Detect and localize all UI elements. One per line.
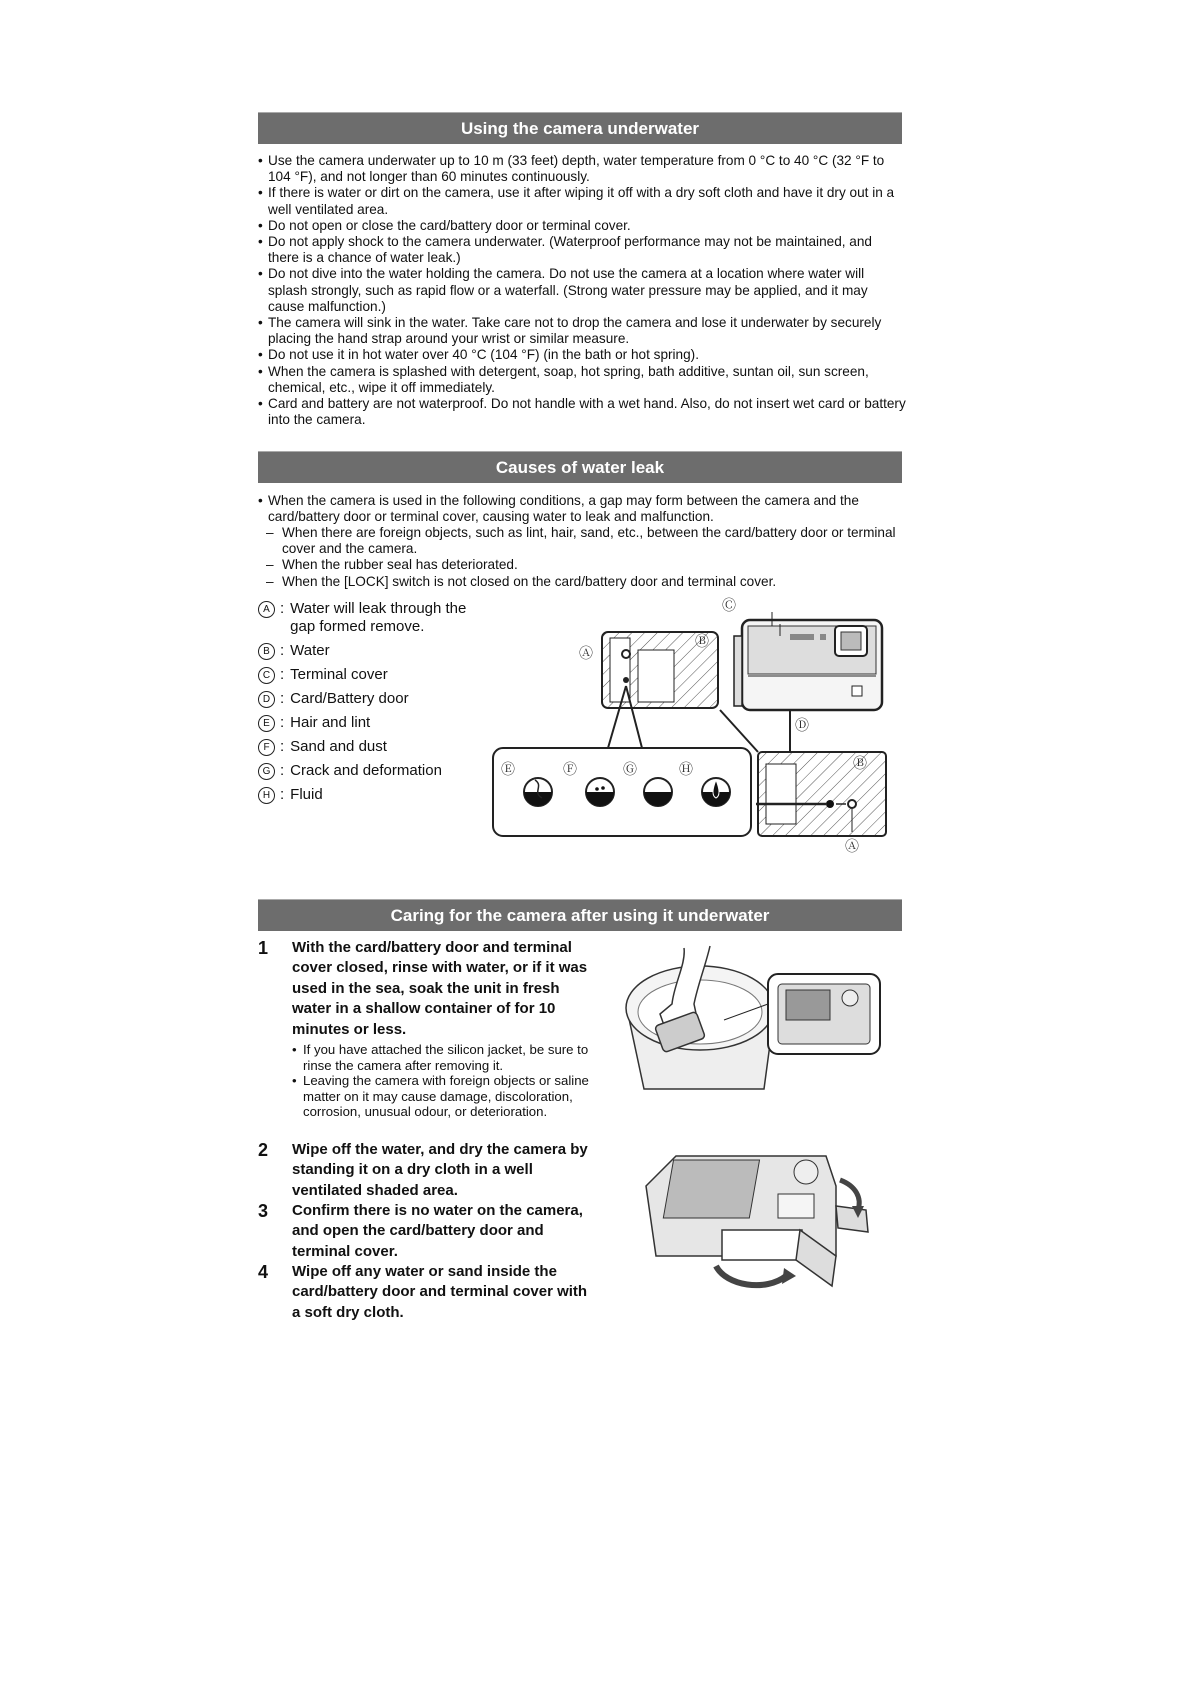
leak-conditions bbox=[266, 525, 906, 590]
diagram-label: Ⓐ bbox=[579, 645, 593, 661]
step-number: 2 bbox=[258, 1140, 269, 1160]
step-notes bbox=[292, 1042, 598, 1120]
leak-intro bbox=[258, 493, 906, 525]
underwater-bullet-list bbox=[258, 153, 906, 428]
list-item: • Card and battery are not waterproof. Do not handle with a wet hand. Also, do not insert wet card or battery into the camera. bbox=[258, 396, 906, 428]
step-2 bbox=[258, 1140, 598, 1201]
list-item: • Use the camera underwater up to 10 m (33 feet) depth, water temperature from 0 °C to 40 °C (32 °F to 104 °F), and not longer than 60 minutes continuously. bbox=[258, 153, 906, 185]
legend-item: G : Crack and deformation bbox=[258, 762, 488, 780]
list-item: • If you have attached the silicon jacket, be sure to rinse the camera after removing it. bbox=[292, 1042, 598, 1073]
water-leak-diagram bbox=[490, 596, 900, 858]
diagram-label: Ⓐ bbox=[845, 838, 859, 854]
step-number: 4 bbox=[258, 1262, 269, 1282]
step-text: Wipe off any water or sand inside the card/battery door and terminal cover with a soft dry cloth. bbox=[292, 1263, 588, 1321]
step-text: Confirm there is no water on the camera, and open the card/battery door and terminal cover. bbox=[292, 1202, 583, 1260]
step-text: With the card/battery door and terminal cover closed, rinse with water, or if it was used in the sea, soak the unit in fresh water in a shallow container of for 10 minutes or less. bbox=[292, 939, 588, 1038]
diagram-label: Ⓕ bbox=[563, 761, 577, 777]
step-3 bbox=[258, 1201, 598, 1262]
list-item: – When the [LOCK] switch is not closed on the card/battery door and terminal cover. bbox=[266, 574, 906, 590]
list-item: • If there is water or dirt on the camera, use it after wiping it off with a dry soft cloth and have it dry out in a well ventilated area. bbox=[258, 185, 906, 217]
diagram-label: Ⓓ bbox=[795, 717, 809, 733]
step-text: Wipe off the water, and dry the camera by standing it on a dry cloth in a well ventilated shaded area. bbox=[292, 1141, 588, 1199]
legend-item: F : Sand and dust bbox=[258, 738, 488, 756]
diagram-label: Ⓖ bbox=[623, 761, 637, 777]
list-item: • Leaving the camera with foreign objects or saline matter on it may cause damage, discoloration, corrosion, unusual odour, or deterioration. bbox=[292, 1073, 598, 1120]
list-item: • When the camera is splashed with detergent, soap, hot spring, bath additive, suntan oil, sun screen, chemical, etc., wipe it off immediately. bbox=[258, 364, 906, 396]
list-item: – When the rubber seal has deteriorated. bbox=[266, 557, 906, 573]
list-item: • Do not open or close the card/battery door or terminal cover. bbox=[258, 218, 906, 234]
legend-item: D : Card/Battery door bbox=[258, 690, 488, 708]
list-item: – When there are foreign objects, such as lint, hair, sand, etc., between the card/battery door or terminal cover and the camera. bbox=[266, 525, 906, 557]
foreign-object-examples bbox=[493, 748, 751, 836]
list-item: • When the camera is used in the following conditions, a gap may form between the camera and the card/battery door or terminal cover, causing water to leak and malfunction. bbox=[258, 493, 906, 525]
diagram-label: Ⓑ bbox=[695, 633, 709, 649]
diagram-label: Ⓔ bbox=[501, 761, 515, 777]
step-number: 1 bbox=[258, 938, 269, 958]
legend-item: H : Fluid bbox=[258, 786, 488, 804]
open-door-illustration bbox=[636, 1146, 876, 1296]
legend-item: A : Water will leak through the gap formed remove. bbox=[258, 600, 488, 636]
list-item: • The camera will sink in the water. Take care not to drop the camera and lose it underwater by securely placing the hand strap around your wrist or similar measure. bbox=[258, 315, 906, 347]
legend-item: B : Water bbox=[258, 642, 488, 660]
leak-legend bbox=[258, 600, 488, 810]
soak-camera-illustration bbox=[624, 944, 884, 1094]
section-title-leak: Causes of water leak bbox=[258, 451, 902, 483]
legend-item: C : Terminal cover bbox=[258, 666, 488, 684]
list-item: • Do not use it in hot water over 40 °C (104 °F) (in the bath or hot spring). bbox=[258, 347, 906, 363]
diagram-label: Ⓒ bbox=[722, 597, 736, 613]
diagram-label: Ⓑ bbox=[853, 755, 867, 771]
list-item: • Do not apply shock to the camera underwater. (Waterproof performance may not be maintained, and there is a chance of water leak.) bbox=[258, 234, 906, 266]
step-1 bbox=[258, 938, 598, 1120]
camera-back-illustration bbox=[734, 620, 882, 710]
diagram-label: Ⓗ bbox=[679, 761, 693, 777]
section-title-underwater: Using the camera underwater bbox=[258, 112, 902, 144]
step-number: 3 bbox=[258, 1201, 269, 1221]
section-title-caring: Caring for the camera after using it underwater bbox=[258, 899, 902, 931]
step-4 bbox=[258, 1262, 598, 1323]
legend-item: E : Hair and lint bbox=[258, 714, 488, 732]
list-item: • Do not dive into the water holding the camera. Do not use the camera at a location where water will splash strongly, such as rapid flow or a waterfall. (Strong water pressure may be applied, and it may cause malfunction.) bbox=[258, 266, 906, 315]
